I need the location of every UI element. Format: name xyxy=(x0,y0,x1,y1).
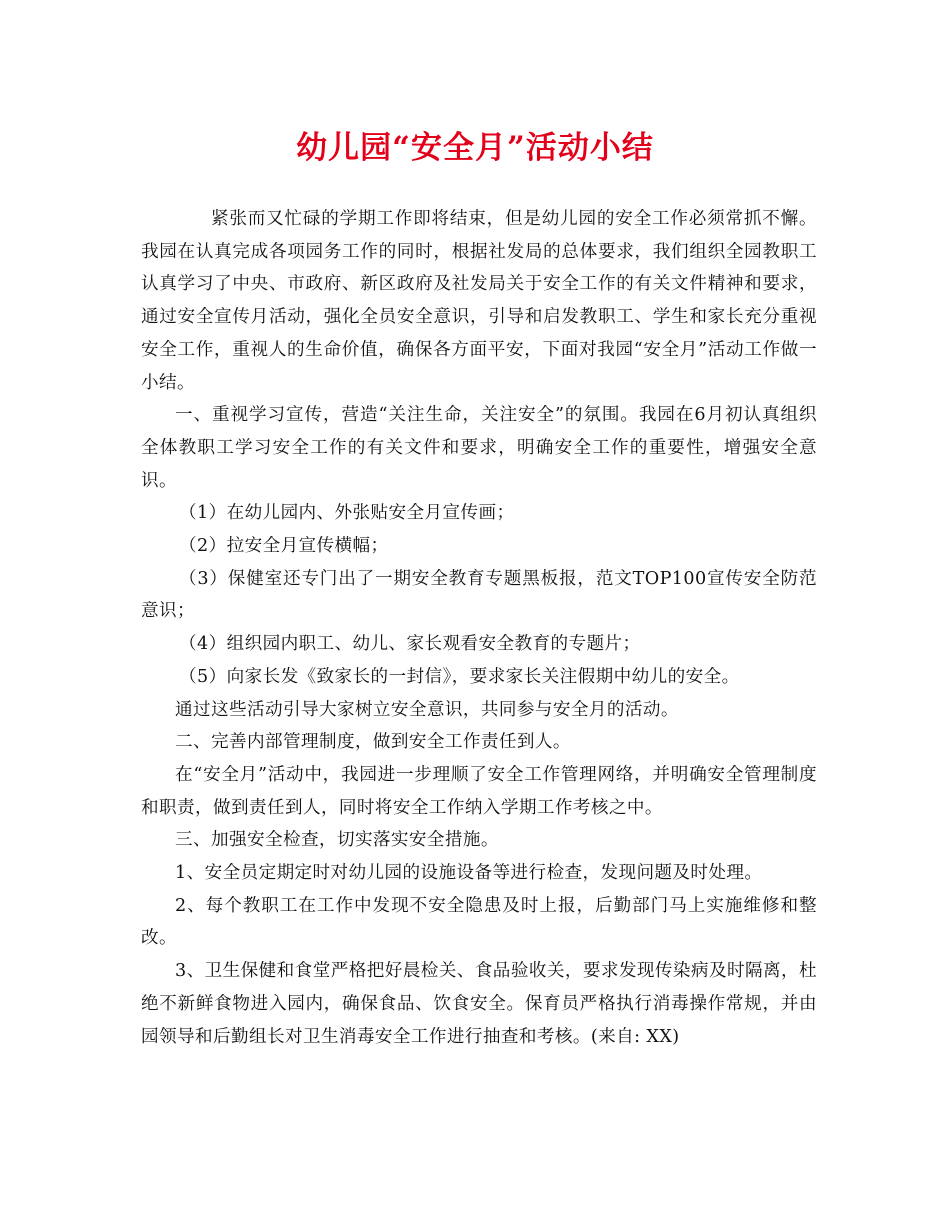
section-2-heading: 二、完善内部管理制度，做到安全工作责任到人。 xyxy=(175,732,571,753)
section-1-paragraph: 一、重视学习宣传，营造“关注生命，关注安全”的氛围。我园在6月初认真组织全体教职工学习安全工作的有关文件和要求，明确安全工作的重要性，增强安全意识。 xyxy=(141,405,817,491)
section-2-paragraph: 在“安全月”活动中，我园进一步理顺了安全工作管理网络，并明确安全管理制度和职责，做到责任到人，同时将安全工作纳入学期工作考核之中。 xyxy=(141,764,817,818)
document-title: 幼儿园“安全月”活动小结 xyxy=(296,130,654,166)
intro-paragraph: 紧张而又忙碌的学期工作即将结束，但是幼儿园的安全工作必须常抓不懈。我园在认真完成各项园务工作的同时，根据社发局的总体要求，我们组织全园教职工认真学习了中央、市政府、新区政府及社发局关于安全工作的有关文件精神和要求，通过安全宣传月活动，强化全员安全意识，引导和启发教职工、学生和家长充分重视安全工作，重视人的生命价值，确保各方面平安，下面对我园“安全月”活动工作做一小结。 xyxy=(141,209,817,393)
section-3-item-3: 3、卫生保健和食堂严格把好晨检关、食品验收关，要求发现传染病及时隔离，杜绝不新鲜食物进入园内，确保食品、饮食安全。保育员严格执行消毒操作常规，并由园领导和后勤组长对卫生消毒安全工作进行抽查和考核。(来自: XX) xyxy=(141,961,817,1047)
section-3-heading: 三、加强安全检查，切实落实安全措施。 xyxy=(175,830,499,851)
section-3-item-1: 1、安全员定期定时对幼儿园的设施设备等进行检查，发现问题及时处理。 xyxy=(175,863,763,884)
list-item-4: （4）组织园内职工、幼儿、家长观看安全教育的专题片； xyxy=(179,634,641,655)
list-item-1: （1）在幼儿园内、外张贴安全月宣传画； xyxy=(179,503,515,524)
document-body xyxy=(141,203,817,1053)
section-3-item-2: 2、每个教职工在工作中发现不安全隐患及时上报，后勤部门马上实施维修和整改。 xyxy=(141,895,817,949)
summary-paragraph: 通过这些活动引导大家树立安全意识，共同参与安全月的活动。 xyxy=(175,699,679,720)
list-item-5: （5）向家长发《致家长的一封信》，要求家长关注假期中幼儿的安全。 xyxy=(179,666,740,687)
list-item-2: （2）拉安全月宣传横幅； xyxy=(179,536,389,557)
list-item-3: （3）保健室还专门出了一期安全教育专题黑板报，范文TOP100宣传安全防范意识； xyxy=(141,568,817,622)
